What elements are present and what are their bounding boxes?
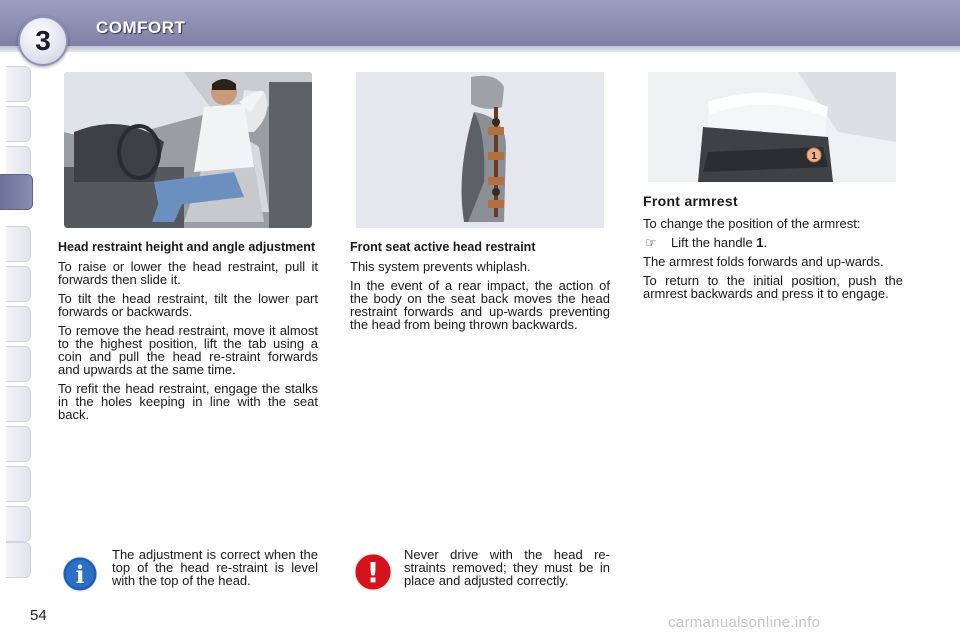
section-front-armrest (643, 195, 903, 306)
photo-active-head-restraint-seat (356, 72, 604, 228)
watermark: carmanualsonline.info (668, 614, 821, 631)
paragraph: This system prevents whiplash. (350, 259, 531, 274)
chapter-tab-8[interactable] (6, 346, 31, 382)
paragraph: To raise or lower the head restraint, pull it forwards then slide it. (58, 259, 318, 287)
chapter-tab-5[interactable] (6, 226, 31, 262)
paragraph: In the event of a rear impact, the action of the body on the seat back moves the head restraint forwards and up-wards preventing the head from being thrown backwards. (350, 278, 610, 332)
chapter-tab-10[interactable] (6, 426, 31, 462)
info-icon (62, 556, 98, 592)
paragraph: To return to the initial position, push the armrest backwards and press it to engage. (643, 273, 903, 301)
warning-note-text: Never drive with the head re-straints removed; they must be in place and adjusted correctly. (404, 547, 610, 588)
bullet-text: Lift the handle (671, 235, 757, 250)
chapter-tab-6[interactable] (6, 266, 31, 302)
photo-front-armrest (648, 72, 896, 182)
warning-icon (354, 553, 390, 589)
chapter-tab-1[interactable] (6, 66, 31, 102)
chapter-number: 3 (35, 25, 51, 56)
bullet-item (643, 236, 903, 249)
paragraph: The armrest folds forwards and up-wards. (643, 254, 884, 269)
chapter-tab-7[interactable] (6, 306, 31, 342)
chapter-tab-2[interactable] (6, 106, 31, 142)
bullet-bold: 1 (756, 235, 764, 250)
paragraph: To remove the head restraint, move it almost to the highest position, lift the tab using a coin and pull the head re-straint forwards and upwards at the same time. (58, 323, 318, 377)
bullet-end: . (763, 235, 768, 250)
section-heading: Head restraint height and angle adjustment (58, 240, 315, 254)
paragraph: To tilt the head restraint, tilt the lower part forwards or backwards. (58, 291, 318, 319)
pointing-hand-icon: ☞ (645, 235, 657, 250)
chapter-tab-strip (0, 66, 36, 576)
paragraph: To change the position of the armrest: (643, 216, 861, 231)
info-note-text: The adjustment is correct when the top of the head re-straint is level with the top of the head. (112, 547, 318, 588)
header-band (0, 46, 960, 52)
chapter-number-badge (18, 16, 68, 66)
info-symbol: i (75, 560, 85, 589)
chapter-tab-13[interactable] (6, 542, 31, 578)
paragraph: To refit the head restraint, engage the stalks in the holes keeping in line with the seat back. (58, 381, 318, 422)
page-number: 54 (30, 607, 47, 624)
chapter-tab-12[interactable] (6, 506, 31, 542)
chapter-title: COMFORT (96, 18, 186, 37)
chapter-tab-11[interactable] (6, 466, 31, 502)
photo-driver-adjusting-head-restraint (64, 72, 312, 228)
callout-label: 1 (811, 151, 817, 162)
armrest-illustration (648, 72, 896, 182)
section-heading: Front seat active head restraint (350, 240, 536, 254)
warning-symbol: ! (366, 556, 380, 589)
chapter-tab-9[interactable] (6, 386, 31, 422)
section-head-restraint-adjustment (58, 241, 318, 427)
active-head-restraint-illustration (356, 72, 604, 228)
section-heading: Front armrest (643, 193, 738, 209)
chapter-tab-active[interactable] (0, 174, 33, 210)
section-active-head-restraint (350, 241, 610, 337)
driver-seat-illustration (64, 72, 312, 228)
